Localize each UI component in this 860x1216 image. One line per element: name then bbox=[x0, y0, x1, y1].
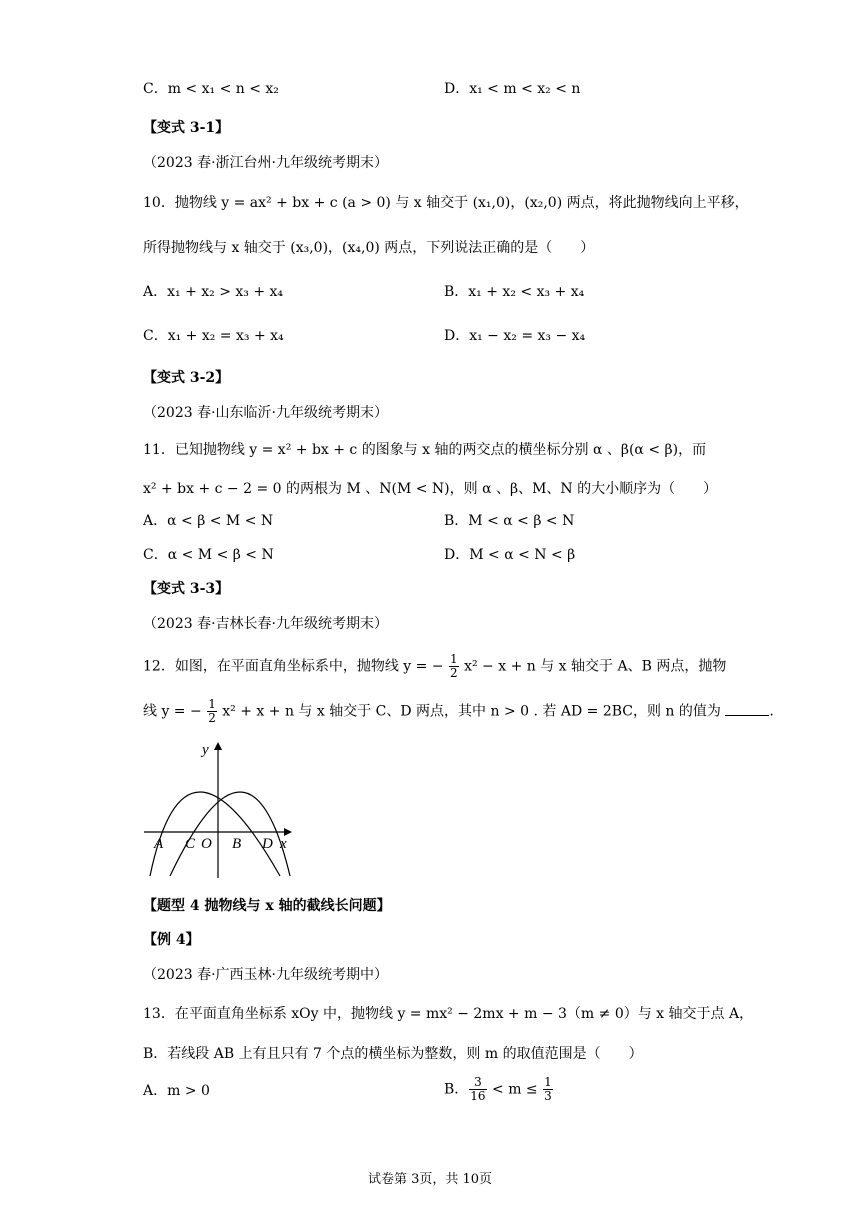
fraction-1-3 bbox=[543, 1076, 553, 1103]
source-3-1: （2023 春·浙江台州·九年级统考期末） bbox=[143, 155, 388, 171]
point-label-c: C bbox=[185, 836, 196, 852]
q10-stem-line2: 所得抛物线与 x 轴交于 (x₃,0)，(x₄,0) 两点，下列说法正确的是（ ） bbox=[143, 240, 595, 256]
point-label-d: D bbox=[262, 836, 273, 852]
half-fraction bbox=[207, 698, 217, 725]
fraction-denominator: 2 bbox=[208, 711, 216, 725]
source-3-3: （2023 春·吉林长春·九年级统考期末） bbox=[143, 616, 388, 632]
fraction-denominator: 2 bbox=[450, 666, 458, 680]
q12-stem-line1 bbox=[143, 653, 726, 680]
q12-line2-end: . bbox=[769, 703, 774, 720]
q10-stem-line1: 10．抛物线 y = ax² + bx + c (a > 0) 与 x 轴交于 (x₁,0)，(x₂,0) 两点，将此抛物线向上平移， bbox=[143, 195, 749, 211]
point-label-o: O bbox=[201, 836, 212, 852]
point-label-a: A bbox=[154, 836, 164, 852]
topic-heading-4: 【题型 4 抛物线与 x 轴的截线长问题】 bbox=[143, 898, 391, 914]
q10-option-b: B．x₁ + x₂ < x₃ + x₄ bbox=[444, 284, 585, 300]
y-axis-label: y bbox=[202, 742, 209, 758]
q10-option-d: D．x₁ − x₂ = x₃ − x₄ bbox=[444, 328, 586, 344]
q12-line2-after: x² + x + n 与 x 轴交于 C、D 两点，其中 n > 0 . 若 AD = 2BC，则 n 的值为 bbox=[222, 703, 721, 720]
q13-b-prefix: B． bbox=[444, 1081, 469, 1098]
q10-option-a: A．x₁ + x₂ > x₃ + x₄ bbox=[143, 284, 284, 300]
q11-option-a: A．α < β < M < N bbox=[143, 513, 274, 529]
q12-line1-after: x² − x + n 与 x 轴交于 A、B 两点，抛物 bbox=[464, 658, 727, 675]
q11-option-d: D．M < α < N < β bbox=[444, 547, 576, 563]
q13-option-b bbox=[444, 1076, 554, 1103]
answer-blank[interactable] bbox=[725, 701, 769, 716]
fraction-3-16 bbox=[469, 1076, 486, 1103]
q9-option-d: D．x₁ < m < x₂ < n bbox=[444, 81, 581, 97]
x-axis-label: x bbox=[280, 836, 287, 852]
fraction-denominator: 16 bbox=[470, 1089, 486, 1103]
example-heading-4: 【例 4】 bbox=[143, 932, 200, 948]
source-4: （2023 春·广西玉林·九年级统考期中） bbox=[143, 967, 388, 983]
fraction-denominator: 3 bbox=[544, 1089, 552, 1103]
q10-option-c: C．x₁ + x₂ = x₃ + x₄ bbox=[143, 328, 284, 344]
q12-stem-line2 bbox=[143, 698, 774, 725]
variant-heading-3-1: 【变式 3-1】 bbox=[143, 120, 230, 136]
q9-option-c: C．m < x₁ < n < x₂ bbox=[143, 81, 279, 97]
q13-stem-line1: 13．在平面直角坐标系 xOy 中，抛物线 y = mx² − 2mx + m − 3（m ≠ 0）与 x 轴交于点 A， bbox=[143, 1006, 754, 1022]
fraction-numerator: 1 bbox=[450, 652, 458, 666]
fraction-numerator: 1 bbox=[208, 697, 216, 711]
q13-option-a: A．m > 0 bbox=[143, 1083, 210, 1099]
variant-heading-3-3: 【变式 3-3】 bbox=[143, 581, 230, 597]
q11-stem-line1: 11．已知抛物线 y = x² + bx + c 的图象与 x 轴的两交点的横坐标分别 α 、β(α < β)，而 bbox=[143, 442, 707, 458]
q13-stem-line2: B．若线段 AB 上有且只有 7 个点的横坐标为整数，则 m 的取值范围是（ ） bbox=[143, 1046, 643, 1062]
fraction-numerator: 3 bbox=[469, 1076, 486, 1090]
fraction-numerator: 1 bbox=[544, 1075, 552, 1089]
parabola-figure bbox=[140, 738, 300, 880]
half-fraction bbox=[449, 653, 459, 680]
y-axis-arrow bbox=[214, 742, 222, 750]
page-footer: 试卷第 3页，共 10页 bbox=[367, 1172, 493, 1187]
q11-option-b: B．M < α < β < N bbox=[444, 513, 575, 529]
q12-line2-before: 线 y = − bbox=[143, 703, 202, 720]
q12-line1-before: 12．如图，在平面直角坐标系中，抛物线 y = − bbox=[143, 658, 444, 675]
variant-heading-3-2: 【变式 3-2】 bbox=[143, 370, 230, 386]
q11-option-c: C．α < M < β < N bbox=[143, 547, 274, 563]
point-label-b: B bbox=[232, 836, 242, 852]
x-axis-arrow bbox=[284, 828, 292, 836]
q13-b-middle: < m ≤ bbox=[487, 1081, 543, 1098]
source-3-2: （2023 春·山东临沂·九年级统考期末） bbox=[143, 405, 388, 421]
q11-stem-line2: x² + bx + c − 2 = 0 的两根为 M 、N(M < N)，则 α 、β、M、N 的大小顺序为（ ） bbox=[143, 481, 718, 497]
